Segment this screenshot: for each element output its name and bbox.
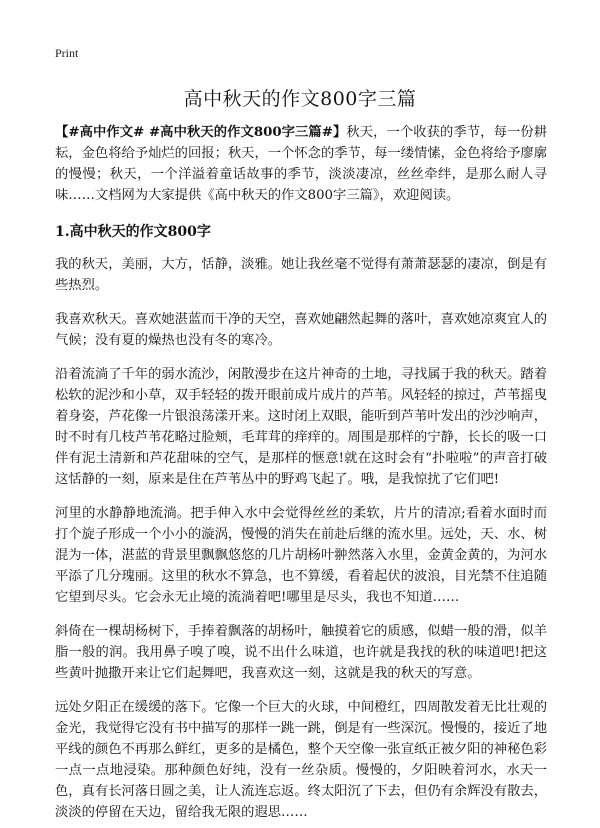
intro-paragraph [55, 122, 547, 206]
print-link[interactable]: Print [55, 46, 79, 60]
page-title: 高中秋天的作文800字三篇 [183, 88, 417, 110]
paragraph: 斜倚在一棵胡杨树下，手捧着飘落的胡杨叶，触摸着它的质感，似蜡一般的滑，似羊脂一般的润。我用鼻子嗅了嗅，说不出什么味道，也许就是我找的秋的味道吧!把这些黄叶抛撒开来让它们起舞吧，我喜欢这一刻，这就是我的秋天的写意。 [55, 624, 547, 681]
paragraph: 河里的水静静地流淌。把手伸入水中会觉得丝丝的柔软，片片的清凉;看着水面时而打个旋子形成一个小小的漩涡，慢慢的消失在前赴后继的流水里。远处，天、水、树混为一体，湛蓝的背景里飘飘悠悠的几片胡杨叶翀然落入水里，金黄金黄的，为河水平添了几分瑰丽。这里的秋水不算急，也不算缓，看着起伏的波浪，目光禁不住追随它望到尽头。它会永无止境的流淌着吧!哪里是尽头，我也不知道…… [55, 506, 547, 605]
intro-tags: 【#高中作文# #高中秋天的作文800字三篇#】 [55, 125, 347, 140]
section-heading: 1.高中秋天的作文800字 [55, 224, 211, 240]
paragraph: 沿着流淌了千年的弱水流沙，闲散漫步在这片神奇的土地，寻找属于我的秋天。踏着松软的泥沙和小草，双手轻轻的拨开眼前成片成片的芦苇。风轻轻的掠过，芦苇摇曳着身姿，芦花像一片银浪荡漾开来。这时闭上双眼，能听到芦苇叶发出的沙沙响声，时不时有几枝芦苇花略过脸颊，毛茸茸的痒痒的。周围是那样的宁静，长长的吸一口伴有泥土清新和芦花甜味的空气，是那样的惬意!就在这时会有“扑啦啦”的声音打破这恬静的一刻，原来是住在芦苇丛中的野鸡飞起了。哦，是我惊扰了它们吧! [55, 367, 547, 487]
article-body [55, 122, 547, 823]
paragraph: 我喜欢秋天。喜欢她湛蓝而干净的天空，喜欢她翩然起舞的落叶，喜欢她凉爽宜人的气候；没有夏的燥热也没有冬的寒冷。 [55, 312, 547, 348]
paragraph: 远处夕阳正在缓缓的落下。它像一个巨大的火球，中间橙红，四周散发着无比壮观的金光，我觉得它没有书中描写的那样一跳一跳，倒是有一些深沉。慢慢的，接近了地平线的颜色不再那么鲜红，更多的是橘色，整个天空像一张宣纸正被夕阳的神秘色彩一点一点地浸染。那种颜色好纯，没有一丝杂质。慢慢的，夕阳映着河水，水天一色，真有长河落日圆之美，让人流连忘返。终太阳沉了下去，但仍有余辉没有散去，淡淡的停留在天边，留给我无限的遐思…… [55, 700, 547, 820]
intro-text: 秋天，一个收获的季节，每一份耕耘，金色将给予灿烂的回报；秋天，一个怀念的季节，每一缕情愫，金色将给予廖廓的慢慢；秋天，一个洋溢着童话故事的季节，淡淡凄凉，丝丝牵绊，是那么耐人寻味……文档网为大家提供《高中秋天的作文800字三篇》，欢迎阅读。 [55, 125, 547, 203]
paragraph: 我的秋天，美丽，大方，恬静，淡雅。她让我丝毫不觉得有萧萧瑟瑟的凄凉，倒是有些热烈。 [55, 257, 547, 293]
